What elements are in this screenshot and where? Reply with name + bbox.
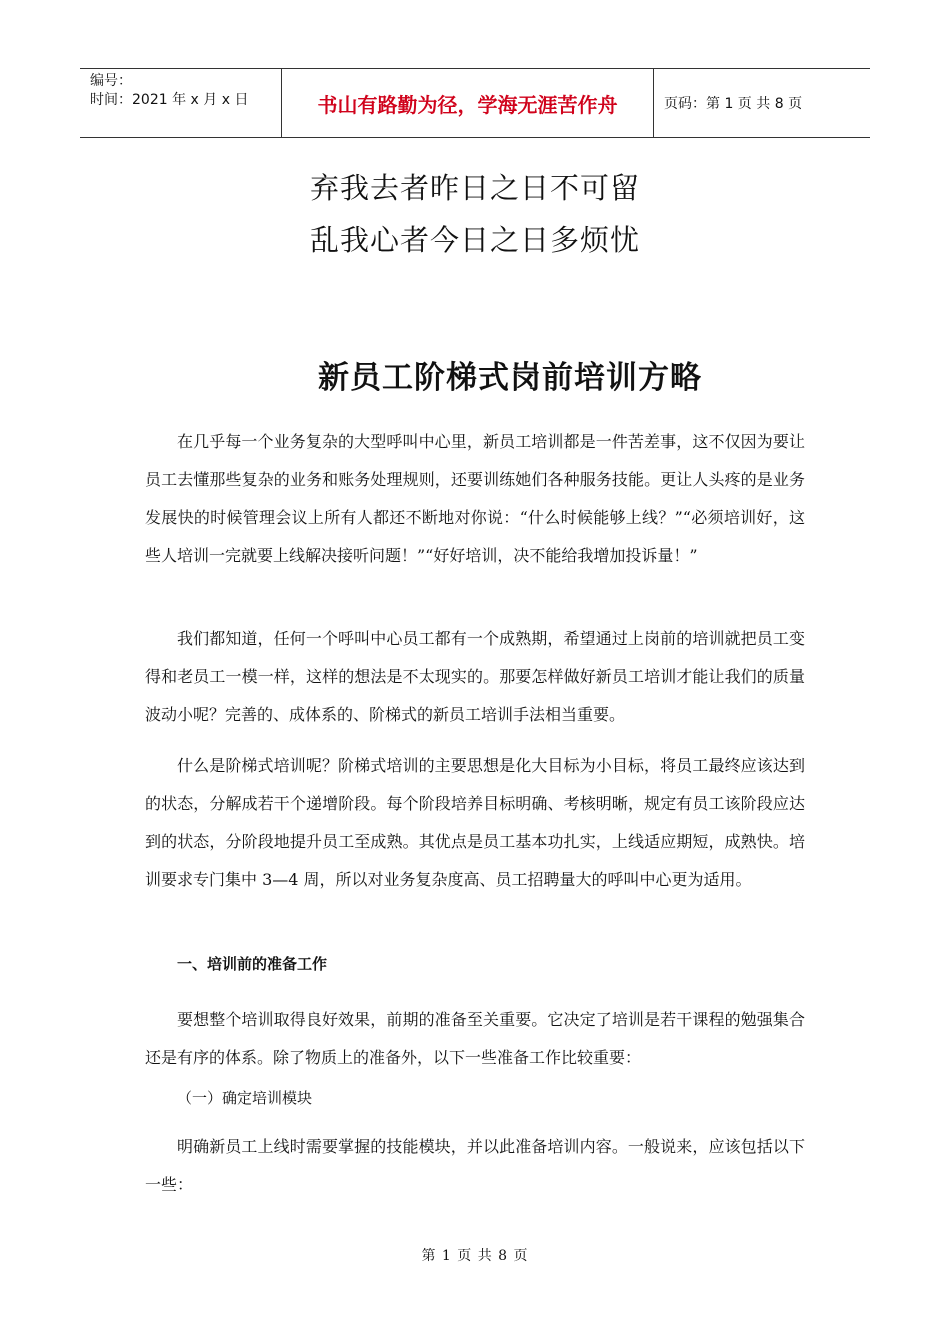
- document-title: 新员工阶梯式岗前培训方略: [318, 360, 702, 396]
- motto-line-1: 弃我去者昨日之日不可留: [309, 171, 640, 205]
- motto-line-2: 乱我心者今日之日多烦忧: [309, 223, 640, 257]
- header-page-info: 页码：第 1 页 共 8 页: [664, 96, 803, 112]
- page-footer: 第 1 页 共 8 页: [421, 1248, 529, 1264]
- paragraph-4: 要想整个培训取得良好效果，前期的准备至关重要。它决定了培训是若干课程的勉强集合还是有序的体系。除了物质上的准备外，以下一些准备工作比较重要：: [145, 1010, 805, 1067]
- paragraph-2: 我们都知道，任何一个呼叫中心员工都有一个成熟期，希望通过上岗前的培训就把员工变得和老员工一模一样，这样的想法是不太现实的。那要怎样做好新员工培训才能让我们的质量波动小呢？完善的、成体系的、阶梯式的新员工培训手法相当重要。: [145, 629, 805, 724]
- header-table: [80, 68, 870, 138]
- header-slogan-cell: [281, 69, 654, 137]
- header-meta: [80, 69, 281, 137]
- number-label: 编号：: [90, 73, 132, 89]
- paragraph-5: 明确新员工上线时需要掌握的技能模块，并以此准备培训内容。一般说来，应该包括以下一些：: [145, 1137, 805, 1194]
- paragraph-1: 在几乎每一个业务复杂的大型呼叫中心里，新员工培训都是一件苦差事，这不仅因为要让员工去懂那些复杂的业务和账务处理规则，还要训练她们各种服务技能。更让人头疼的是业务发展快的时候管理会议上所有人都还不断地对你说：“什么时候能够上线？”“必须培训好，这些人培训一完就要上线解决接听问题！”“好好培训，决不能给我增加投诉量！”: [145, 432, 805, 565]
- paragraph-3: 什么是阶梯式培训呢？阶梯式培训的主要思想是化大目标为小目标，将员工最终应该达到的状态，分解成若干个递增阶段。每个阶段培养目标明确、考核明晰，规定有员工该阶段应达到的状态，分阶段地提升员工至成熟。其优点是员工基本功扎实，上线适应期短，成熟快。培训要求专门集中 3—4 周，所以对业务复杂度高、员工招聘量大的呼叫中心更为适用。: [145, 756, 805, 889]
- time-label: 时间：2021 年 x 月 x 日: [90, 92, 249, 108]
- header-slogan: 书山有路勤为径，学海无涯苦作舟: [317, 92, 618, 117]
- subsection-heading-1: （一）确定培训模块: [177, 1089, 313, 1107]
- section-heading-1: 一、培训前的准备工作: [177, 955, 328, 973]
- header-page-info-cell: [654, 69, 870, 137]
